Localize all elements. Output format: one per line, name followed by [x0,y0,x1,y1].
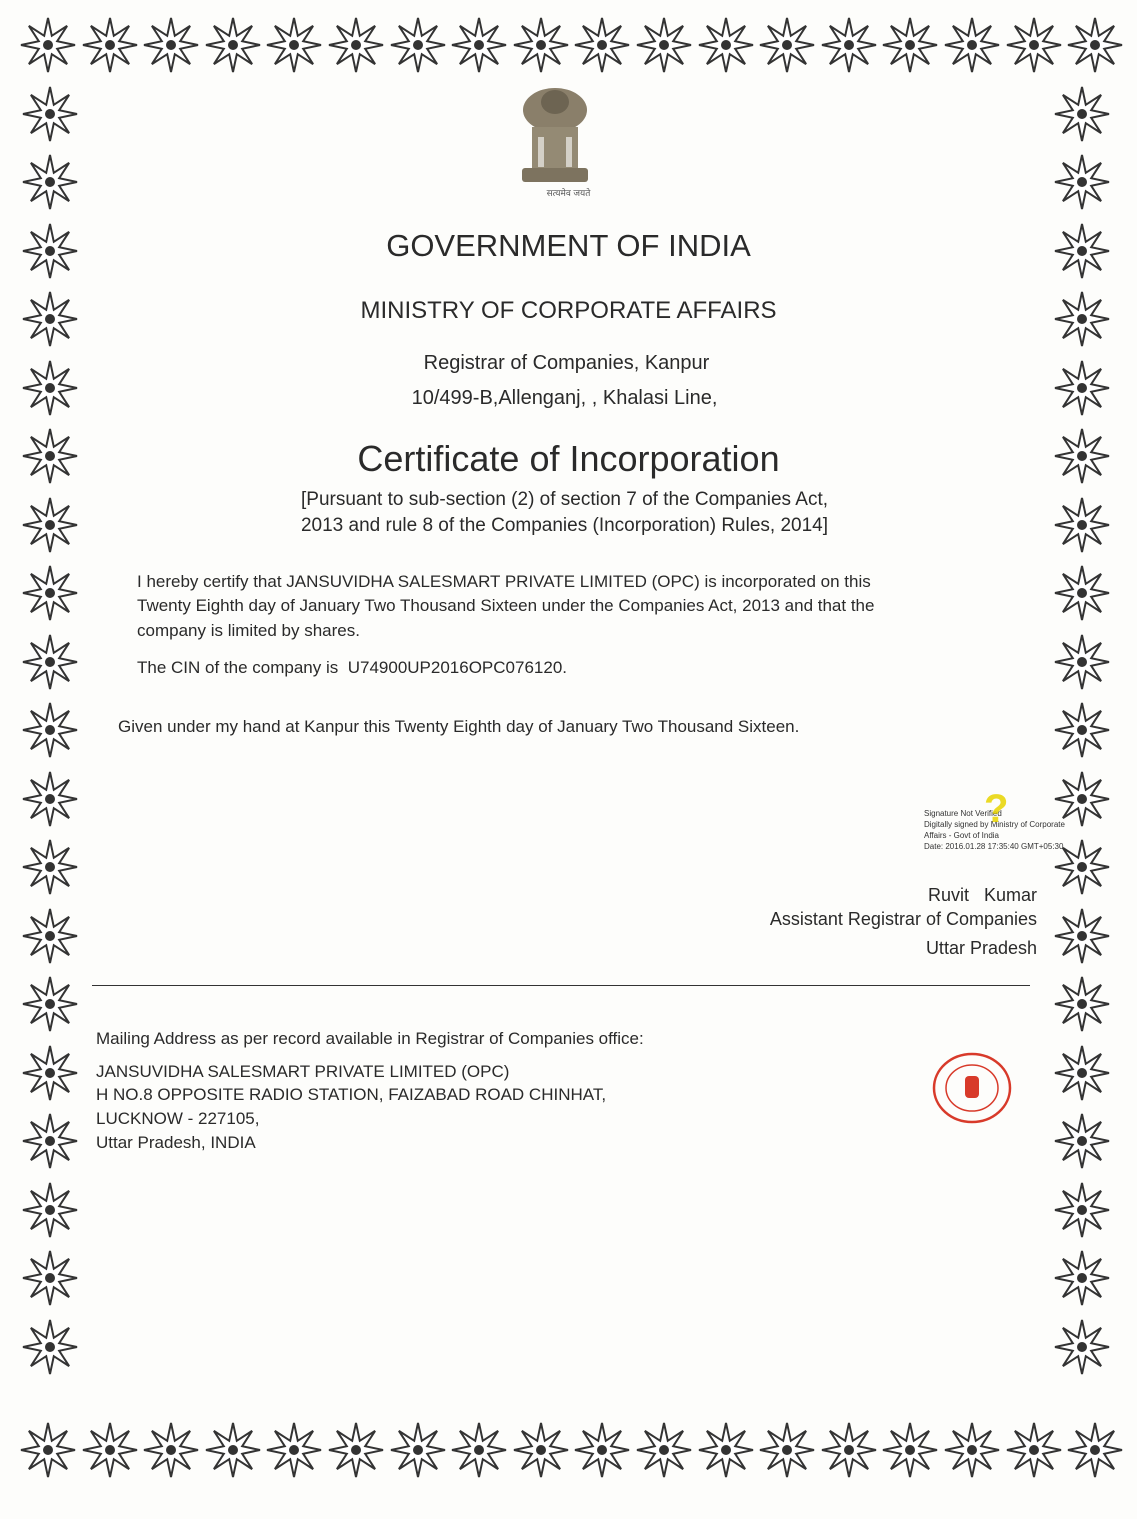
border-star-icon [22,1319,78,1375]
border-star-icon [1054,1045,1110,1101]
border-star-icon [20,17,76,73]
border-star-icon [390,1422,446,1478]
cin-value: U74900UP2016OPC076120. [347,658,567,677]
border-star-icon [1067,1422,1123,1478]
border-star-icon [22,1250,78,1306]
ministry-heading: MINISTRY OF CORPORATE AFFAIRS [360,297,777,324]
subtitle-line-1: [Pursuant to sub-section (2) of section 7 of the Companies Act, [301,489,828,510]
certify-line-2: Twenty Eighth day of January Two Thousand Sixteen under the Companies Act, 2013 and that the [137,596,875,615]
cin-label: The CIN of the company is [137,658,339,677]
registrar-office: Registrar of Companies, Kanpur [423,352,710,374]
border-star-icon [636,17,692,73]
border-star-icon [1054,908,1110,964]
signatory-designation: Assistant Registrar of Companies [769,909,1037,929]
mailing-line-2: H NO.8 OPPOSITE RADIO STATION, FAIZABAD ROAD CHINHAT, [96,1085,607,1104]
signature-status: Signature Not Verified [924,809,1002,818]
border-star-icon [328,1422,384,1478]
signature-line-3: Date: 2016.01.28 17:35:40 GMT+05:30 [924,842,1064,851]
border-star-icon [1067,17,1123,73]
digital-signature [924,787,1065,852]
border-star-icon [451,1422,507,1478]
border-star-icon [821,1422,877,1478]
subtitle-line-2: 2013 and rule 8 of the Companies (Incorporation) Rules, 2014] [300,515,829,536]
border-star-icon [22,839,78,895]
border-star-icon [22,565,78,621]
border-star-icon [759,1422,815,1478]
signatory-state: Uttar Pradesh [925,938,1037,958]
border-star-icon [1054,1319,1110,1375]
border-star-icon [451,17,507,73]
border-star-icon [882,1422,938,1478]
border-star-icon [1054,976,1110,1032]
national-emblem-icon [510,82,600,202]
border-star-icon [20,1422,76,1478]
border-star-icon [82,17,138,73]
border-star-icon [22,1182,78,1238]
border-star-icon [22,86,78,142]
border-star-icon [205,17,261,73]
signatory-name: Ruvit Kumar [927,885,1037,905]
registrar-seal-icon [932,1052,1012,1124]
border-star-icon [1054,86,1110,142]
border-star-icon [698,17,754,73]
government-heading: GOVERNMENT OF INDIA [386,228,751,263]
border-star-icon [636,1422,692,1478]
border-star-icon [22,976,78,1032]
border-star-icon [574,17,630,73]
border-star-icon [143,1422,199,1478]
border-star-icon [1054,1182,1110,1238]
border-star-icon [574,1422,630,1478]
border-star-icon [22,154,78,210]
certify-line-1: I hereby certify that JANSUVIDHA SALESMART PRIVATE LIMITED (OPC) is incorporated on this [137,572,871,591]
border-star-icon [821,17,877,73]
border-star-icon [22,1045,78,1101]
mailing-line-4: Uttar Pradesh, INDIA [96,1133,256,1152]
border-star-icon [1006,17,1062,73]
signature-line-1: Digitally signed by Ministry of Corporate [924,820,1065,829]
border-star-icon [513,1422,569,1478]
border-star-icon [22,908,78,964]
cin-statement [137,658,567,678]
border-star-icon [22,771,78,827]
border-star-icon [1054,1113,1110,1169]
registrar-address: 10/499-B,Allenganj, , Khalasi Line, [411,387,718,409]
border-star-icon [1006,1422,1062,1478]
certificate-title: Certificate of Incorporation [357,438,780,479]
unverified-question-icon: ? [984,787,1009,831]
emblem-motto: सत्यमेव जयते [546,188,591,198]
border-star-icon [266,1422,322,1478]
border-star-icon [759,17,815,73]
border-star-icon [1054,702,1110,758]
divider [92,985,1030,986]
border-star-icon [698,1422,754,1478]
border-star-icon [266,17,322,73]
border-star-icon [328,17,384,73]
border-star-icon [22,634,78,690]
border-star-icon [143,17,199,73]
border-star-icon [882,17,938,73]
given-under-hand: Given under my hand at Kanpur this Twenty Eighth day of January Two Thousand Sixteen. [118,717,800,736]
mailing-line-3: LUCKNOW - 227105, [96,1109,260,1128]
certify-line-3: company is limited by shares. [137,621,360,640]
signature-line-2: Affairs - Govt of India [924,831,999,840]
border-star-icon [944,17,1000,73]
border-star-icon [513,17,569,73]
border-star-icon [82,1422,138,1478]
border-star-icon [22,702,78,758]
border-star-icon [1054,565,1110,621]
border-star-icon [1054,1250,1110,1306]
mailing-line-1: JANSUVIDHA SALESMART PRIVATE LIMITED (OPC) [96,1062,510,1081]
border-star-icon [205,1422,261,1478]
border-star-icon [22,1113,78,1169]
border-star-icon [390,17,446,73]
mailing-label: Mailing Address as per record available in Registrar of Companies office: [96,1029,644,1048]
border-star-icon [1054,154,1110,210]
border-star-icon [944,1422,1000,1478]
border-star-icon [1054,634,1110,690]
